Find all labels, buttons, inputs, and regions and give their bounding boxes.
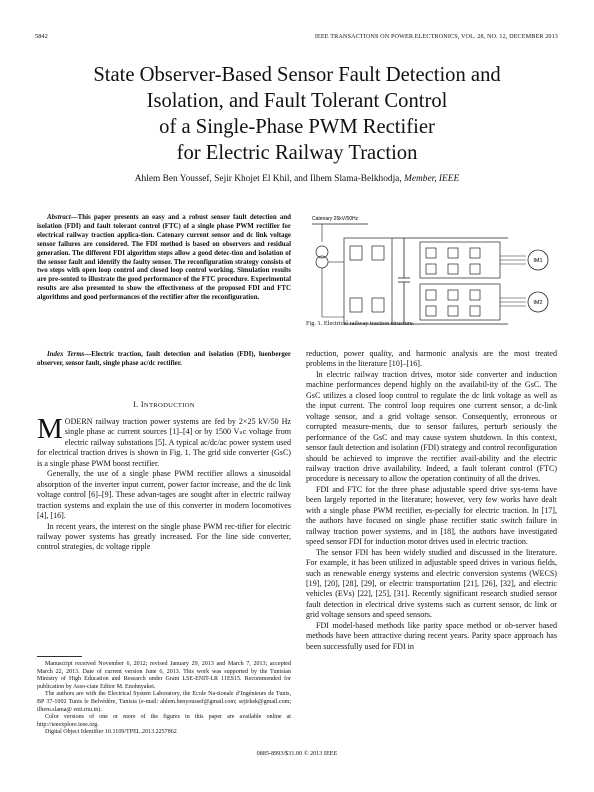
- right-column-body: reduction, power quality, and harmonic analysis are the most treated problems in the literature [10]–[16]. In electric railway traction drives, motor side converter and induction machine performances depend highly on the availabil-ity of the GsC. The GsC utilizes a closed loop control to regulate the dc link voltage as well as the input current. The control loop requires one current sensor, a dc-link voltage sensor, and a grid voltage sensor. Consequently, erroneous or corrupted measure-ments, due to sensor failures, perturb seriously the performance of the GsC and may cause system shutdown. In this context, sensor fault detection and isolation (FDI) strategy and control reconfiguration should be achieved to improve the rectifier avail-ability and the electric railway traction drive availability. Indeed, a fault tolerant control (FTC) procedure is necessary to allow the operation continuity of all the drives. FDI and FTC for the three phase adjustable speed drive sys-tems have been largely reported in the literature; however, very few works have dealt with a single phase PWM rectifier, es-pecially for electric traction. In [17], the authors have focused on single phase rectifier static switch failure in railway traction power systems, and in [18], the authors have investigated speed sensor FDI for induction motor drives used in electric traction. The sensor FDI has been widely studied and discussed in the literature. For example, it has been utilized in adjustable speed drives in various fields, such as renewable energy systems and electric conversion systems (WECS) [19], [20], [28], [29], or electric transportation [21], [26], [32], and electric vehicles (EVs) [22], [25], [31]. Recently significant research studied sensor fault detection in electrical drive systems such as current sensor, dc link or grid voltage sensors and speed sensors. FDI model-based methods like parity space method or ob-server based methods have been attractive during recent years. Parity space approach has been successfully used for FDI in: [306, 349, 557, 651]
- inverter-1: [420, 242, 500, 278]
- paper-title: State Observer-Based Sensor Fault Detection and Isolation, and Fault Tolerant Control of a Single-Phase PWM Rectifier for Electric Railway Traction: [93, 64, 501, 164]
- section-heading: I. INTRODUCTION: [133, 400, 195, 409]
- figure-caption: Fig. 1. Electrical railway traction structure.: [306, 320, 415, 327]
- abstract-text: —This paper presents an easy and a robust sensor fault detection and isolation (FDI) and fault tolerant control (FTC) of a single phase PWM rectifier for electrical railway traction applica-tion. Catenary current sensor and dc link voltage sensor failures are considered. The FDI method is based on observers and residual generation. The different FDI algorithm steps allow a good detec-tion and isolation of the sensor fault and identify the faulty sensor. The reconfiguration strategy consists of two steps with open loop control and closed loop control working. Simulation results are pre-sented to illustrate the good performance of the FTC procedure. Experimental results are also presented to show the effectiveness of the proposed FDI and FTC algorithms and good performances of the rectifier after the reconfiguration.: [37, 214, 291, 302]
- drop-cap: M: [37, 413, 63, 445]
- index-terms: Index Terms—Electric traction, fault detection and isolation (FDI), luenberger observer, sensor fault, single phase ac/dc rectifier.: [37, 351, 291, 367]
- footnote: Manuscript received November 6, 2012; revised January 29, 2013 and March 7, 2013; accepted March 22, 2013. Date of current version June 6, 2013. This work was supported by the Tunisian Ministry of High Education and Research under Grant LSE-ENIT-LR 11ES15. Recommended for publication by Asso-ciate Editor M. Enohnyaket. The authors are with the Electrical System Laboratory, the Ecole Na-tionale d’Ingénieurs de Tunis, BP 37-1002 Tunis le Belvédère, Tunisia (e-mail: ahlem.benyoussef@gmail.com; sejirkek@gmail.com; ilhem.slama@ enit.rnu.tn). Color versions of one or more of the figures in this paper are available online at http://ieeexplore.ieee.org. Digital Object Identifier 10.1109/TPEL.2013.2257862: [37, 661, 291, 736]
- inverter-2: [420, 284, 500, 320]
- introduction-body: MODERN railway traction power systems are fed by 2×25 kV/50 Hz single phase ac current sources [1]–[4] or by 1500 Vₙc voltage from electric railway substations [5]. A typical ac/dc/ac power system used for electrical traction drives is shown in Fig. 1. The grid side converter (GsC) is a single phase PWM boost rectifier. Generally, the use of a single phase PWM rectifier allows a sinusoidal absorption of the inverter input current, power factor increase, and the dc link voltage control [6]–[9]. These advan-tages are sought after in electric railway traction systems and explain the use of this converter in modern locomotives [4], [16]. In recent years, the interest on the single phase PWM rec-tifier for electric railway power systems has greatly increased. For the line side converter, control strategies, dc voltage ripple: [37, 413, 291, 552]
- page-number: 5842: [35, 33, 48, 40]
- dc-link-capacitor: [398, 238, 410, 324]
- motor-im2: [528, 292, 548, 312]
- running-header: IEEE TRANSACTIONS ON POWER ELECTRONICS, VOL. 28, NO. 12, DECEMBER 2013: [314, 33, 558, 40]
- copyright-line: 0885-8993/$31.00 © 2013 IEEE: [256, 750, 338, 757]
- motor-im1: [528, 250, 548, 270]
- abstract-label: Abstract: [47, 214, 71, 221]
- catenary-label: Catenary 25kV/50Hz: [312, 216, 359, 222]
- rectifier-bridge: [344, 238, 392, 324]
- transformer-symbol: [316, 246, 328, 268]
- svg-text:IM2: IM2: [533, 300, 543, 306]
- abstract-block: [37, 212, 291, 303]
- traction-circuit-figure: [308, 212, 556, 330]
- footnote-rule: [37, 656, 82, 657]
- svg-text:IM1: IM1: [533, 258, 543, 264]
- author-line: Ahlem Ben Youssef, Sejir Khojet El Khil, and Ilhem Slama-Belkhodja, Member, IEEE: [134, 174, 460, 184]
